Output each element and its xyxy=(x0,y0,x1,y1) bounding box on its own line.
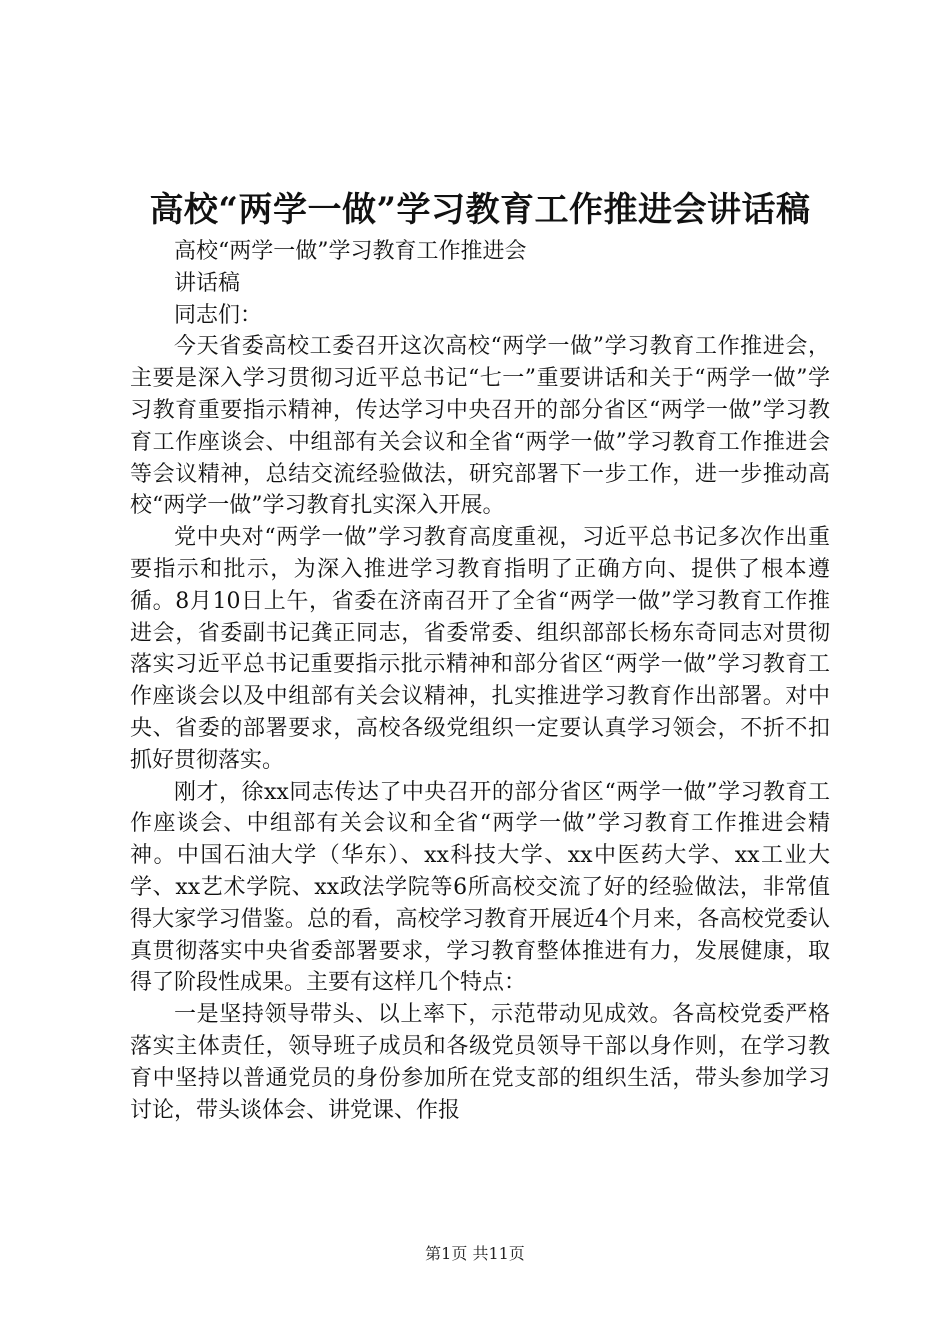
paragraph-subtitle-line2: 讲话稿 xyxy=(174,270,241,296)
paragraph-intro: 今天省委高校工委召开这次高校“两学一做”学习教育工作推进会，主要是深入学习贯彻习近平总书记“七一”重要讲话和关于“两学一做”学习教育重要指示精神，传达学习中央召开的部分省区“两学一做”学习教育工作座谈会、中组部有关会议和全省“两学一做”学习教育工作推进会等会议精神，总结交流经验做法，研究部署下一步工作，进一步推动高校“两学一做”学习教育扎实深入开展。 xyxy=(130,334,830,519)
paragraph-central-importance: 党中央对“两学一做”学习教育高度重视，习近平总书记多次作出重要指示和批示，为深入推进学习教育指明了正确方向、提供了根本遵循。8月10日上午，省委在济南召开了全省“两学一做”学习教育工作推进会，省委副书记龚正同志，省委常委、组织部部长杨东奇同志对贯彻落实习近平总书记重要指示批示精神和部分省区“两学一做”学习教育工作座谈会以及中组部有关会议精神，扎实推进学习教育作出部署。对中央、省委的部署要求，高校各级党组织一定要认真学习领会，不折不扣抓好贯彻落实。 xyxy=(130,525,830,773)
paragraph-exchange-summary: 刚才，徐xx同志传达了中央召开的部分省区“两学一做”学习教育工作座谈会、中组部有关会议和全省“两学一做”学习教育工作推进会精神。中国石油大学（华东）、xx科技大学、xx中医药大学、xx工业大学、xx艺术学院、xx政法学院等6所高校交流了好的经验做法，非常值得大家学习借鉴。总的看，高校学习教育开展近4个月来，各高校党委认真贯彻落实中央省委部署要求，学习教育整体推进有力，发展健康，取得了阶段性成果。主要有这样几个特点： xyxy=(130,779,830,996)
paragraph-subtitle-line1: 高校“两学一做”学习教育工作推进会 xyxy=(174,239,527,264)
document-title: 高校“两学一做”学习教育工作推进会讲话稿 xyxy=(149,190,811,230)
paragraph-salutation: 同志们： xyxy=(174,302,263,328)
paragraph-feature-one: 一是坚持领导带头、以上率下，示范带动见成效。各高校党委严格落实主体责任，领导班子成员和各级党员领导干部以身作则，在学习教育中坚持以普通党员的身份参加所在党支部的组织生活，带头参加学习讨论，带头谈体会、讲党课、作报 xyxy=(130,1002,830,1123)
page-footer: 第1页 共11页 xyxy=(425,1244,525,1263)
document-body xyxy=(130,236,830,1126)
